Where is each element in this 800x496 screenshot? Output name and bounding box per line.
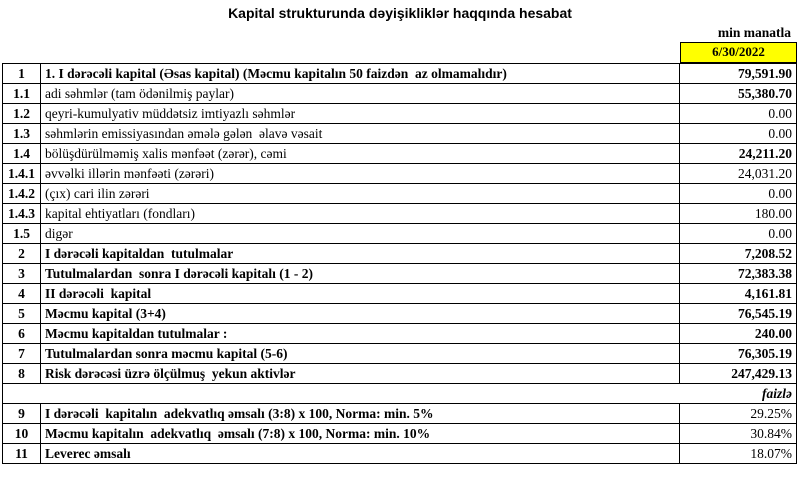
row-desc-cell: bölüşdürülməmiş xalis mənfəət (zərər), cəmi	[41, 144, 680, 164]
row-value-cell: 72,383.38	[680, 264, 797, 284]
table-row	[3, 364, 797, 384]
percent-section-label: faizlə	[3, 384, 797, 404]
row-number-cell: 1.5	[3, 224, 41, 244]
row-value-cell: 79,591.90	[680, 64, 797, 84]
table-row	[3, 404, 797, 424]
table-row	[3, 104, 797, 124]
report-table	[2, 63, 797, 464]
row-number-cell: 1.4	[3, 144, 41, 164]
row-desc-cell: Risk dərəcəsi üzrə ölçülmuş yekun aktivlər	[41, 364, 680, 384]
table-row	[3, 204, 797, 224]
row-number-cell: 10	[3, 424, 41, 444]
row-value-cell: 7,208.52	[680, 244, 797, 264]
row-number-cell: 7	[3, 344, 41, 364]
row-desc-cell: Tutulmalardan sonra I dərəcəli kapitalı (1 - 2)	[41, 264, 680, 284]
page-title: Kapital strukturunda dəyişikliklər haqqında hesabat	[228, 5, 572, 21]
row-desc-cell: Leverec əmsalı	[41, 444, 680, 464]
row-number-cell: 1.4.3	[3, 204, 41, 224]
row-value-cell: 0.00	[680, 104, 797, 124]
row-value-cell: 55,380.70	[680, 84, 797, 104]
row-value-cell: 247,429.13	[680, 364, 797, 384]
row-number-cell: 1	[3, 64, 41, 84]
row-value-cell: 76,545.19	[680, 304, 797, 324]
row-number-cell: 1.4.1	[3, 164, 41, 184]
row-desc-cell: Məcmu kapitaldan tutulmalar :	[41, 324, 680, 344]
table-row	[3, 64, 797, 84]
row-number-cell: 11	[3, 444, 41, 464]
row-value-cell: 18.07%	[680, 444, 797, 464]
date-cell: 6/30/2022	[680, 42, 797, 63]
table-row	[3, 84, 797, 104]
row-desc-cell: I dərəcəli kapitaldan tutulmalar	[41, 244, 680, 264]
report-table-body	[3, 64, 797, 464]
table-row	[3, 424, 797, 444]
row-value-cell: 76,305.19	[680, 344, 797, 364]
table-row	[3, 444, 797, 464]
row-desc-cell: 1. I dərəcəli kapital (Əsas kapital) (Məcmu kapitalın 50 faizdən az olmamalıdır)	[41, 64, 680, 84]
row-number-cell: 6	[3, 324, 41, 344]
unit-label: min manatla	[717, 25, 791, 40]
table-row	[3, 264, 797, 284]
table-row	[3, 224, 797, 244]
row-number-cell: 9	[3, 404, 41, 424]
row-value-cell: 0.00	[680, 184, 797, 204]
row-number-cell: 3	[3, 264, 41, 284]
row-value-cell: 30.84%	[680, 424, 797, 444]
table-row	[3, 344, 797, 364]
row-value-cell: 180.00	[680, 204, 797, 224]
row-value-cell: 240.00	[680, 324, 797, 344]
percent-section-row	[3, 384, 797, 404]
row-desc-cell: (çıx) cari ilin zərəri	[41, 184, 680, 204]
row-desc-cell: səhmlərin emissiyasından əmələ gələn əlavə vəsait	[41, 124, 680, 144]
table-row	[3, 324, 797, 344]
row-number-cell: 1.2	[3, 104, 41, 124]
table-row	[3, 184, 797, 204]
row-number-cell: 5	[3, 304, 41, 324]
row-desc-cell: qeyri-kumulyativ müddətsiz imtiyazlı səhmlər	[41, 104, 680, 124]
row-value-cell: 24,031.20	[680, 164, 797, 184]
row-number-cell: 8	[3, 364, 41, 384]
row-value-cell: 29.25%	[680, 404, 797, 424]
row-desc-cell: II dərəcəli kapital	[41, 284, 680, 304]
row-value-cell: 4,161.81	[680, 284, 797, 304]
table-row	[3, 244, 797, 264]
table-row	[3, 144, 797, 164]
table-row	[3, 284, 797, 304]
table-row	[3, 124, 797, 144]
row-desc-cell: I dərəcəli kapitalın adekvatlıq əmsalı (3:8) x 100, Norma: min. 5%	[41, 404, 680, 424]
row-number-cell: 1.4.2	[3, 184, 41, 204]
row-number-cell: 4	[3, 284, 41, 304]
row-desc-cell: digər	[41, 224, 680, 244]
row-desc-cell: adi səhmlər (tam ödənilmiş paylar)	[41, 84, 680, 104]
row-number-cell: 1.3	[3, 124, 41, 144]
row-value-cell: 24,211.20	[680, 144, 797, 164]
row-desc-cell: əvvəlki illərin mənfəəti (zərəri)	[41, 164, 680, 184]
table-row	[3, 164, 797, 184]
row-desc-cell: Məcmu kapital (3+4)	[41, 304, 680, 324]
row-desc-cell: Tutulmalardan sonra məcmu kapital (5-6)	[41, 344, 680, 364]
row-value-cell: 0.00	[680, 224, 797, 244]
row-value-cell: 0.00	[680, 124, 797, 144]
row-desc-cell: kapital ehtiyatları (fondları)	[41, 204, 680, 224]
row-number-cell: 2	[3, 244, 41, 264]
row-desc-cell: Məcmu kapitalın adekvatlıq əmsalı (7:8) x 100, Norma: min. 10%	[41, 424, 680, 444]
table-row	[3, 304, 797, 324]
row-number-cell: 1.1	[3, 84, 41, 104]
